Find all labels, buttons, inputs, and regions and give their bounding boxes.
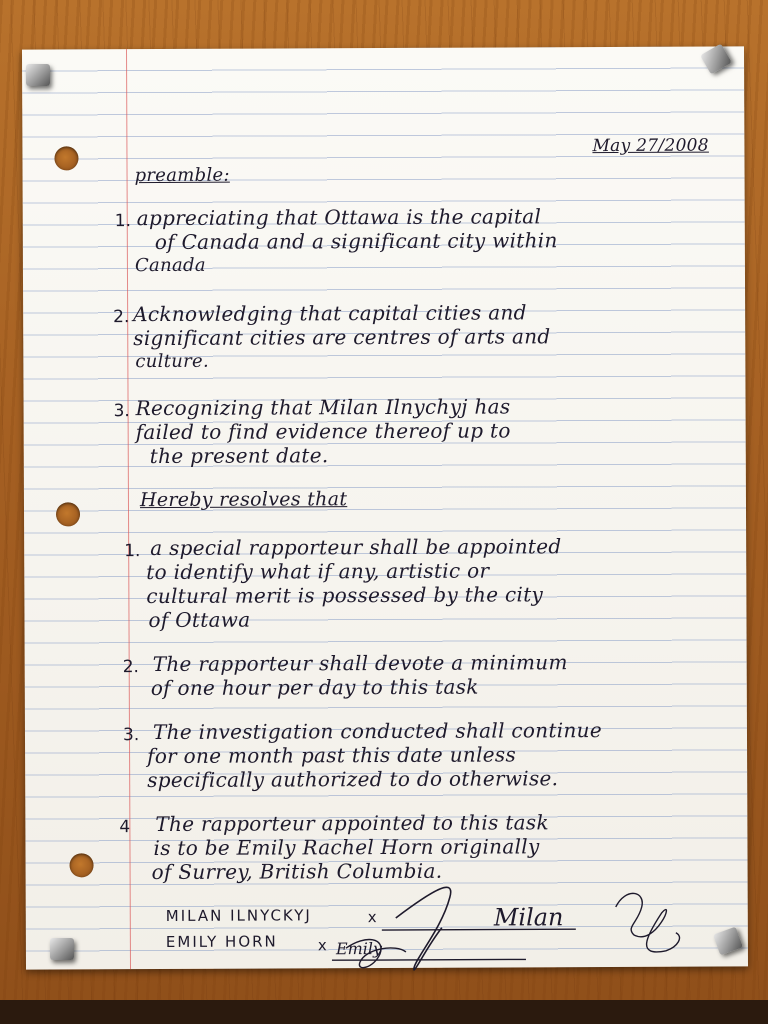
punch-hole [70, 853, 94, 877]
resolution-number: 3. [122, 725, 140, 746]
resolution-line: is to be Emily Rachel Horn originally [153, 834, 540, 861]
preamble-line: the present date. [149, 443, 329, 469]
preamble-line: Acknowledging that capital cities and [133, 300, 527, 327]
preamble-line: failed to find evidence thereof up to [135, 418, 511, 445]
magnet [50, 938, 74, 960]
preamble-line: Recognizing that Milan Ilnychyj has [135, 394, 511, 421]
magnet [26, 64, 50, 86]
signature-mark: x [367, 908, 377, 927]
punch-hole [56, 502, 80, 526]
preamble-line: culture. [135, 350, 210, 373]
preamble-line: Canada [134, 254, 206, 277]
signature-text: Milan [493, 903, 564, 932]
signature-text: Emily [335, 939, 383, 959]
resolution-number: 1. [124, 541, 141, 562]
preamble-line: appreciating that Ottawa is the capital [136, 204, 542, 231]
preamble-number: 3. [113, 401, 130, 422]
resolution-number: 2. [122, 657, 139, 678]
resolution-line: The rapporteur appointed to this task [155, 810, 549, 837]
signatory-name: MILAN ILNYCKYJ [165, 906, 312, 925]
lined-paper-sheet [22, 46, 748, 969]
resolution-number: 4 [119, 817, 131, 838]
resolution-line: The rapporteur shall devote a minimum [152, 650, 568, 677]
signature-scrawl [326, 877, 686, 979]
punch-hole [54, 146, 78, 170]
preamble-line: significant cities are centres of arts and [133, 324, 551, 351]
resolution-line: specifically authorized to do otherwise. [147, 766, 559, 793]
preamble-line: of Canada and a significant city within [154, 228, 558, 255]
date: May 27/2008 [592, 135, 709, 157]
resolution-line: cultural merit is possessed by the city [146, 582, 544, 609]
signatory-name: EMILY HORN [165, 932, 278, 951]
table-edge [0, 1000, 768, 1024]
resolution-line: for one month past this date unless [147, 742, 517, 769]
resolution-line: to identify what if any, artistic or [146, 558, 490, 585]
resolution-line: of Ottawa [148, 607, 251, 633]
resolution-line: a special rapporteur shall be appointed [150, 534, 562, 561]
resolution-line: of one hour per day to this task [150, 674, 479, 701]
signature-mark: x [317, 936, 327, 955]
preamble-heading: preamble: [134, 164, 230, 187]
resolution-line: of Surrey, British Columbia. [151, 858, 443, 885]
resolution-line: The investigation conducted shall continue [152, 718, 603, 745]
preamble-number: 1. [114, 211, 132, 232]
resolution-heading: Hereby resolves that [139, 488, 348, 512]
preamble-number: 2. [113, 307, 130, 328]
